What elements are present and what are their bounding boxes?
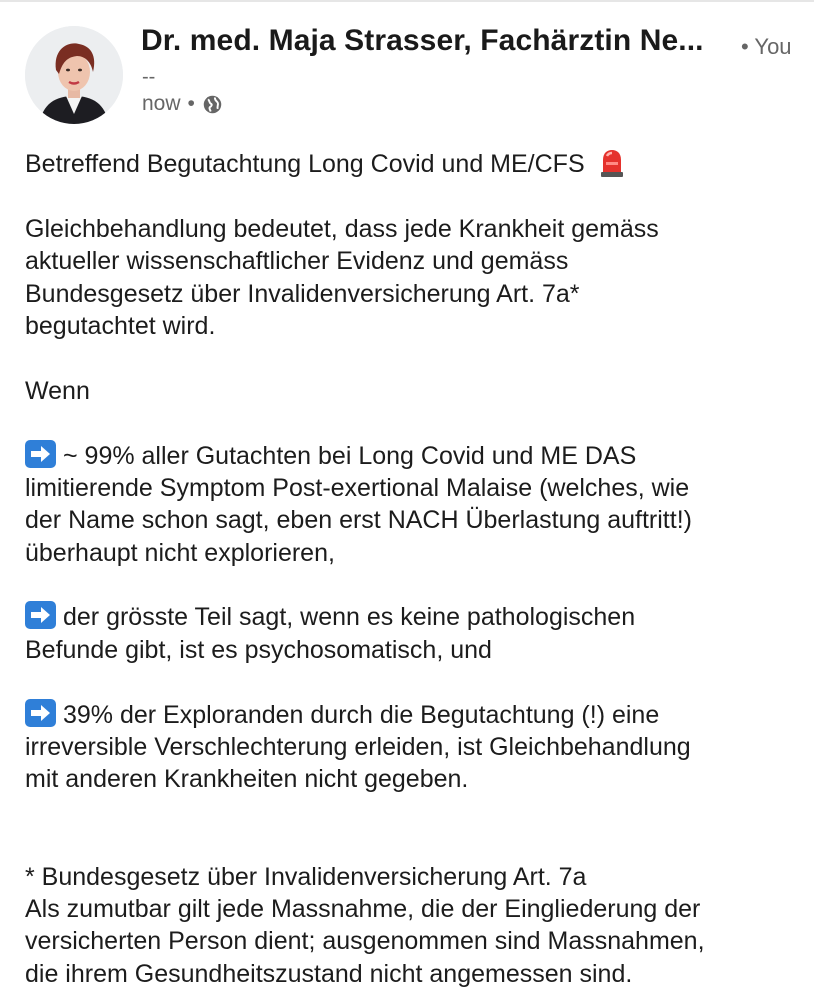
right-arrow-icon bbox=[25, 440, 56, 468]
top-divider bbox=[0, 0, 814, 2]
right-arrow-icon bbox=[25, 699, 56, 727]
author-name[interactable]: Dr. med. Maja Strasser, Fachärztin Ne... bbox=[141, 24, 704, 57]
footnote-line: * Bundesgesetz über Invalidenversicherung Art. 7a bbox=[25, 862, 587, 891]
footnote-line: die ihrem Gesundheitszustand nicht angemessen sind. bbox=[25, 959, 633, 988]
paragraph-line: begutachtet wird. bbox=[25, 311, 216, 340]
paragraph-line: aktueller wissenschaftlicher Evidenz und gemäss bbox=[25, 247, 569, 276]
police-siren-icon bbox=[598, 148, 626, 178]
bullet-text: der grösste Teil sagt, wenn es keine pathologischen bbox=[63, 603, 636, 632]
paragraph-line: Wenn bbox=[25, 376, 90, 405]
bullet-line bbox=[25, 699, 800, 731]
viewer-label: • You bbox=[741, 34, 792, 59]
author-avatar[interactable] bbox=[25, 26, 123, 124]
bullet-text: ~ 99% aller Gutachten bei Long Covid und ME DAS bbox=[63, 441, 637, 470]
post-title: Betreffend Begutachtung Long Covid und ME/CFS bbox=[25, 150, 585, 178]
paragraph-line: irreversible Verschlechterung erleiden, ist Gleichbehandlung bbox=[25, 733, 691, 762]
paragraph-line: überhaupt nicht explorieren, bbox=[25, 538, 335, 567]
meta-separator: • bbox=[187, 92, 195, 115]
paragraph-line: mit anderen Krankheiten nicht gegeben. bbox=[25, 765, 469, 794]
paragraph-line: der Name schon sagt, eben erst NACH Überlastung auftritt!) bbox=[25, 506, 692, 535]
post-body bbox=[25, 148, 800, 990]
avatar-photo bbox=[25, 26, 123, 124]
paragraph-line: Bundesgesetz über Invalidenversicherung Art. 7a* bbox=[25, 279, 580, 308]
bullet-line bbox=[25, 601, 800, 633]
footnote-line: Als zumutbar gilt jede Massnahme, die der Eingliederung der bbox=[25, 895, 701, 923]
paragraph-line: Befunde gibt, ist es psychosomatisch, und bbox=[25, 635, 492, 664]
headline-placeholder: -- bbox=[142, 66, 156, 88]
footnote-line: versicherten Person dient; ausgenommen sind Massnahmen, bbox=[25, 927, 705, 956]
right-arrow-icon bbox=[25, 601, 56, 629]
post-meta bbox=[142, 92, 223, 116]
post-timestamp: now bbox=[142, 92, 181, 115]
paragraph-line: limitierende Symptom Post-exertional Malaise (welches, wie bbox=[25, 473, 690, 502]
globe-icon bbox=[202, 94, 223, 115]
paragraph-line: Gleichbehandlung bedeutet, dass jede Krankheit gemäss bbox=[25, 214, 659, 243]
bullet-text: 39% der Exploranden durch die Begutachtung (!) eine bbox=[63, 700, 660, 729]
post-title-line bbox=[25, 148, 800, 180]
bullet-line bbox=[25, 440, 800, 472]
